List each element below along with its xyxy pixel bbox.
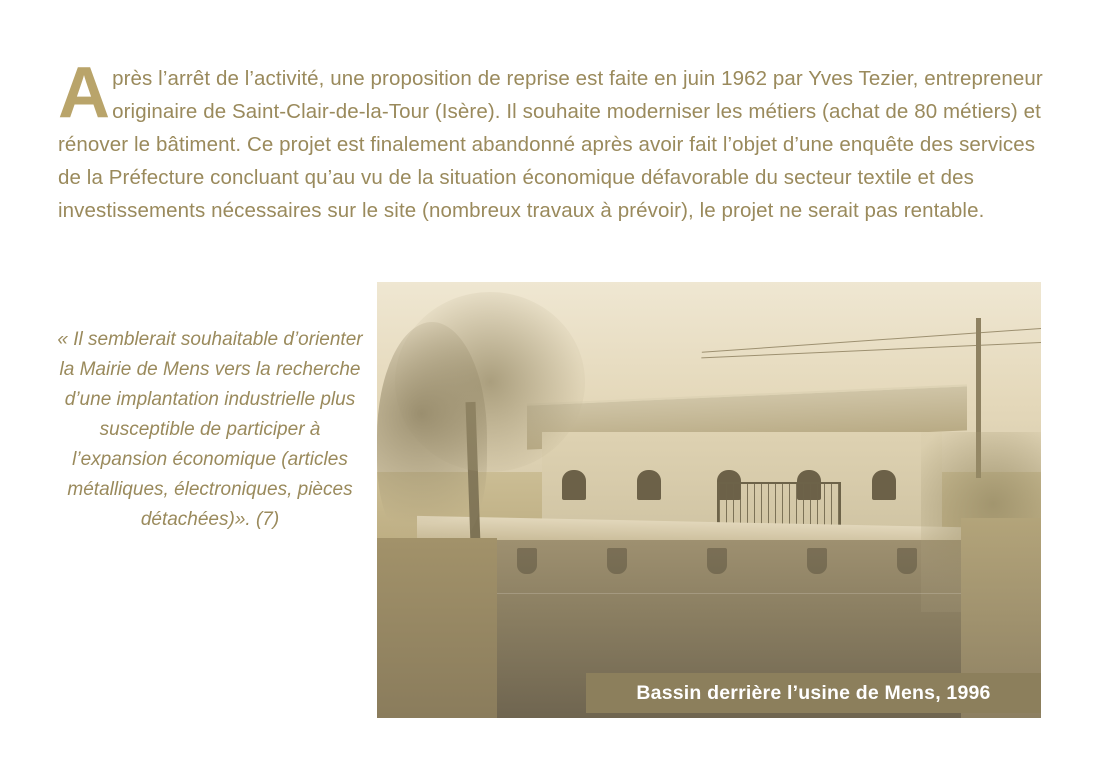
building-window [562, 470, 586, 500]
main-paragraph-text: près l’arrêt de l’activité, une proposition de reprise est faite en juin 1962 par Yves Tezier, entrepreneur originaire de Saint-Clair-de-la-Tour (Isère). Il souhaite moderniser les métiers (achat de 80 métiers) et rénover le bâtiment. Ce projet est finalement abandonné après avoir fait l’objet d’une enquête des services de la Préfecture concluant qu’au vu de la situation économique défavorable du secteur textile et des investissements nécessaires sur le site (nombreux travaux à prévoir), le projet ne serait pas rentable. [58, 67, 1043, 222]
water-reflection [607, 548, 627, 574]
main-paragraph [58, 53, 1043, 227]
building-window [637, 470, 661, 500]
pull-quote: « Il semblerait souhaitable d’orienter la Mairie de Mens vers la recherche d’une implantation industrielle plus susceptible de participer à l’expansion économique (articles métalliques, électroniques, pièces détachées)». (7) [57, 329, 363, 530]
photo-caption: Bassin derrière l’usine de Mens, 1996 [586, 673, 1041, 713]
foreground-bank [377, 538, 497, 718]
photograph [377, 282, 1041, 718]
drop-cap-letter: A [58, 53, 111, 133]
building-window [872, 470, 896, 500]
tree-foliage-left [377, 322, 487, 552]
water-reflection [517, 548, 537, 574]
water-reflection [707, 548, 727, 574]
water-reflection [807, 548, 827, 574]
water-reflection [897, 548, 917, 574]
